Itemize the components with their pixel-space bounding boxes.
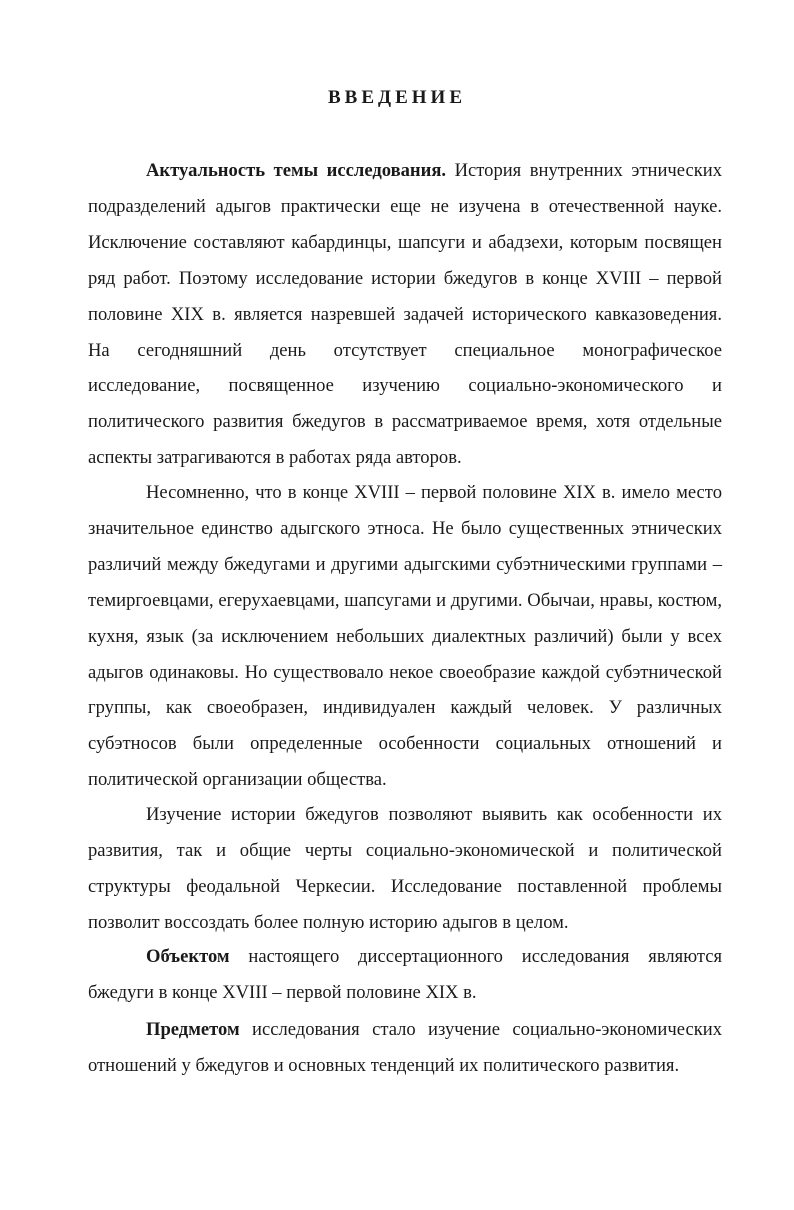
paragraph-subject [88, 1012, 722, 1084]
paragraph-relevance [88, 153, 722, 476]
paragraph-text: История внутренних этнических подразделений адыгов практически еще не изучена в отечественной науке. Исключение составляют кабардинцы, шапсуги и абадзехи, которым посвящен ряд работ. Поэтому исследование истории бжедугов в конце XVIII – первой половине XIX в. является назревшей задачей исторического кавказоведения. На сегодняшний день отсутствует специальное монографическое исследование, посвященное изучению социально-экономического и политического развития бжедугов в рассматриваемое время, хотя отдельные аспекты затрагиваются в работах ряда авторов. [88, 160, 722, 469]
paragraph-lead: Актуальность темы исследования. [146, 160, 447, 181]
paragraph-ethnic-unity [88, 475, 722, 798]
paragraph-text: исследования стало изучение социально-экономических отношений у бжедугов и основных тенденций их политического развития. [88, 1019, 722, 1076]
paragraph-text: Несомненно, что в конце XVIII – первой половине XIX в. имело место значительное единство адыгского этноса. Не было существенных этнических различий между бжедугами и другими адыгскими субэтническими группами – темиргоевцами, егерухаевцами, шапсугами и другими. Обычаи, нравы, костюм, кухня, язык (за исключением небольших диалектных различий) были у всех адыгов одинаковы. Но существовало некое своеобразие каждой субэтнической группы, как своеобразен, индивидуален каждый человек. У различных субэтносов были определенные особенности социальных отношений и политической организации общества. [88, 482, 722, 791]
paragraph-text: Изучение истории бжедугов позволяют выявить как особенности их развития, так и общие черты социально-экономической и политической структуры феодальной Черкесии. Исследование поставленной проблемы позволит воссоздать более полную историю адыгов в целом. [88, 804, 722, 933]
paragraph-lead: Объектом [146, 946, 230, 967]
page-title: ВВЕДЕНИЕ [328, 87, 466, 108]
paragraph-study-value [88, 797, 722, 941]
paragraph-object [88, 939, 722, 1011]
paragraph-text: настоящего диссертационного исследования являются бжедуги в конце XVIII – первой половине XIX в. [88, 946, 722, 1003]
paragraph-lead: Предметом [146, 1019, 240, 1040]
